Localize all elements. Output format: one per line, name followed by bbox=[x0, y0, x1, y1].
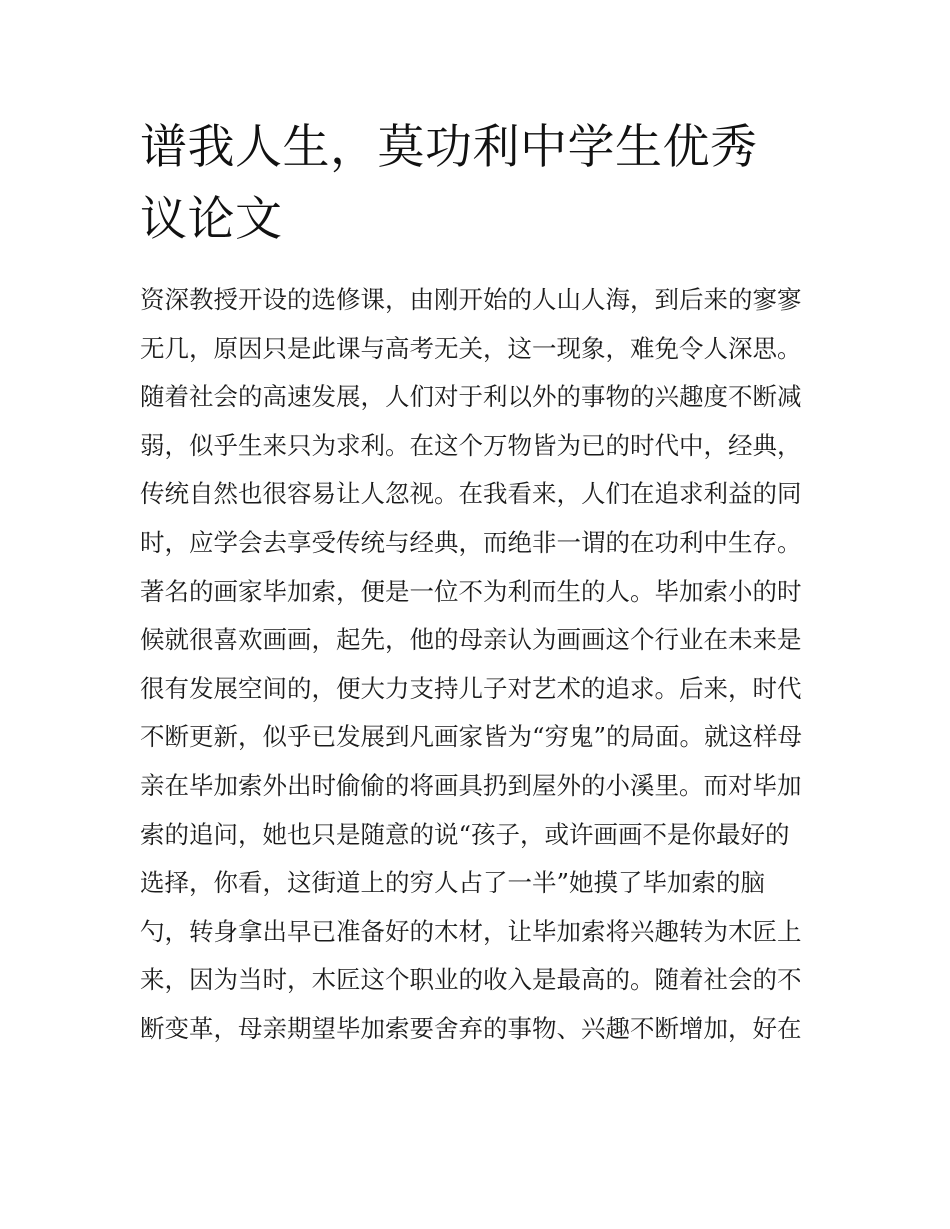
body-line: 勺，转身拿出早已准备好的木材，让毕加索将兴趣转为木匠上 bbox=[140, 916, 802, 946]
title-line: 谱我人生，莫功利中学生优秀 bbox=[140, 120, 758, 175]
title-line: 议论文 bbox=[140, 192, 283, 247]
body-line: 时，应学会去享受传统与经典，而绝非一谓的在功利中生存。 bbox=[140, 527, 802, 557]
body-line: 传统自然也很容易让人忽视。在我看来，人们在追求利益的同 bbox=[140, 479, 802, 509]
body-line: 亲在毕加索外出时偷偷的将画具扔到屋外的小溪里。而对毕加 bbox=[140, 770, 802, 800]
body-line: 无几，原因只是此课与高考无关，这一现象，难免令人深思。 bbox=[140, 333, 802, 363]
body-line: 资深教授开设的选修课，由刚开始的人山人海，到后来的寥寥 bbox=[140, 285, 802, 314]
body-line: 选择，你看，这街道上的穷人占了一半”她摸了毕加索的脑 bbox=[140, 868, 766, 898]
body-line: 不断更新，似乎已发展到凡画家皆为“穷鬼”的局面。就这样母 bbox=[140, 722, 803, 752]
body-line: 著名的画家毕加索，便是一位不为利而生的人。毕加索小的时 bbox=[140, 576, 802, 606]
body-line: 随着社会的高速发展，人们对于利以外的事物的兴趣度不断减 bbox=[140, 382, 802, 412]
document-body bbox=[140, 276, 830, 1054]
body-line: 候就很喜欢画画，起先，他的母亲认为画画这个行业在未来是 bbox=[140, 625, 802, 655]
document-title bbox=[140, 112, 820, 256]
body-line: 断变革，母亲期望毕加索要舍弃的事物、兴趣不断增加，好在 bbox=[140, 1013, 802, 1043]
body-line: 弱，似乎生来只为求利。在这个万物皆为已的时代中，经典， bbox=[140, 430, 802, 460]
body-line: 索的追问，她也只是随意的说“孩子，或许画画不是你最好的 bbox=[140, 819, 790, 849]
body-line: 很有发展空间的，便大力支持儿子对艺术的追求。后来，时代 bbox=[140, 673, 802, 703]
body-line: 来，因为当时，木匠这个职业的收入是最高的。随着社会的不 bbox=[140, 965, 802, 995]
